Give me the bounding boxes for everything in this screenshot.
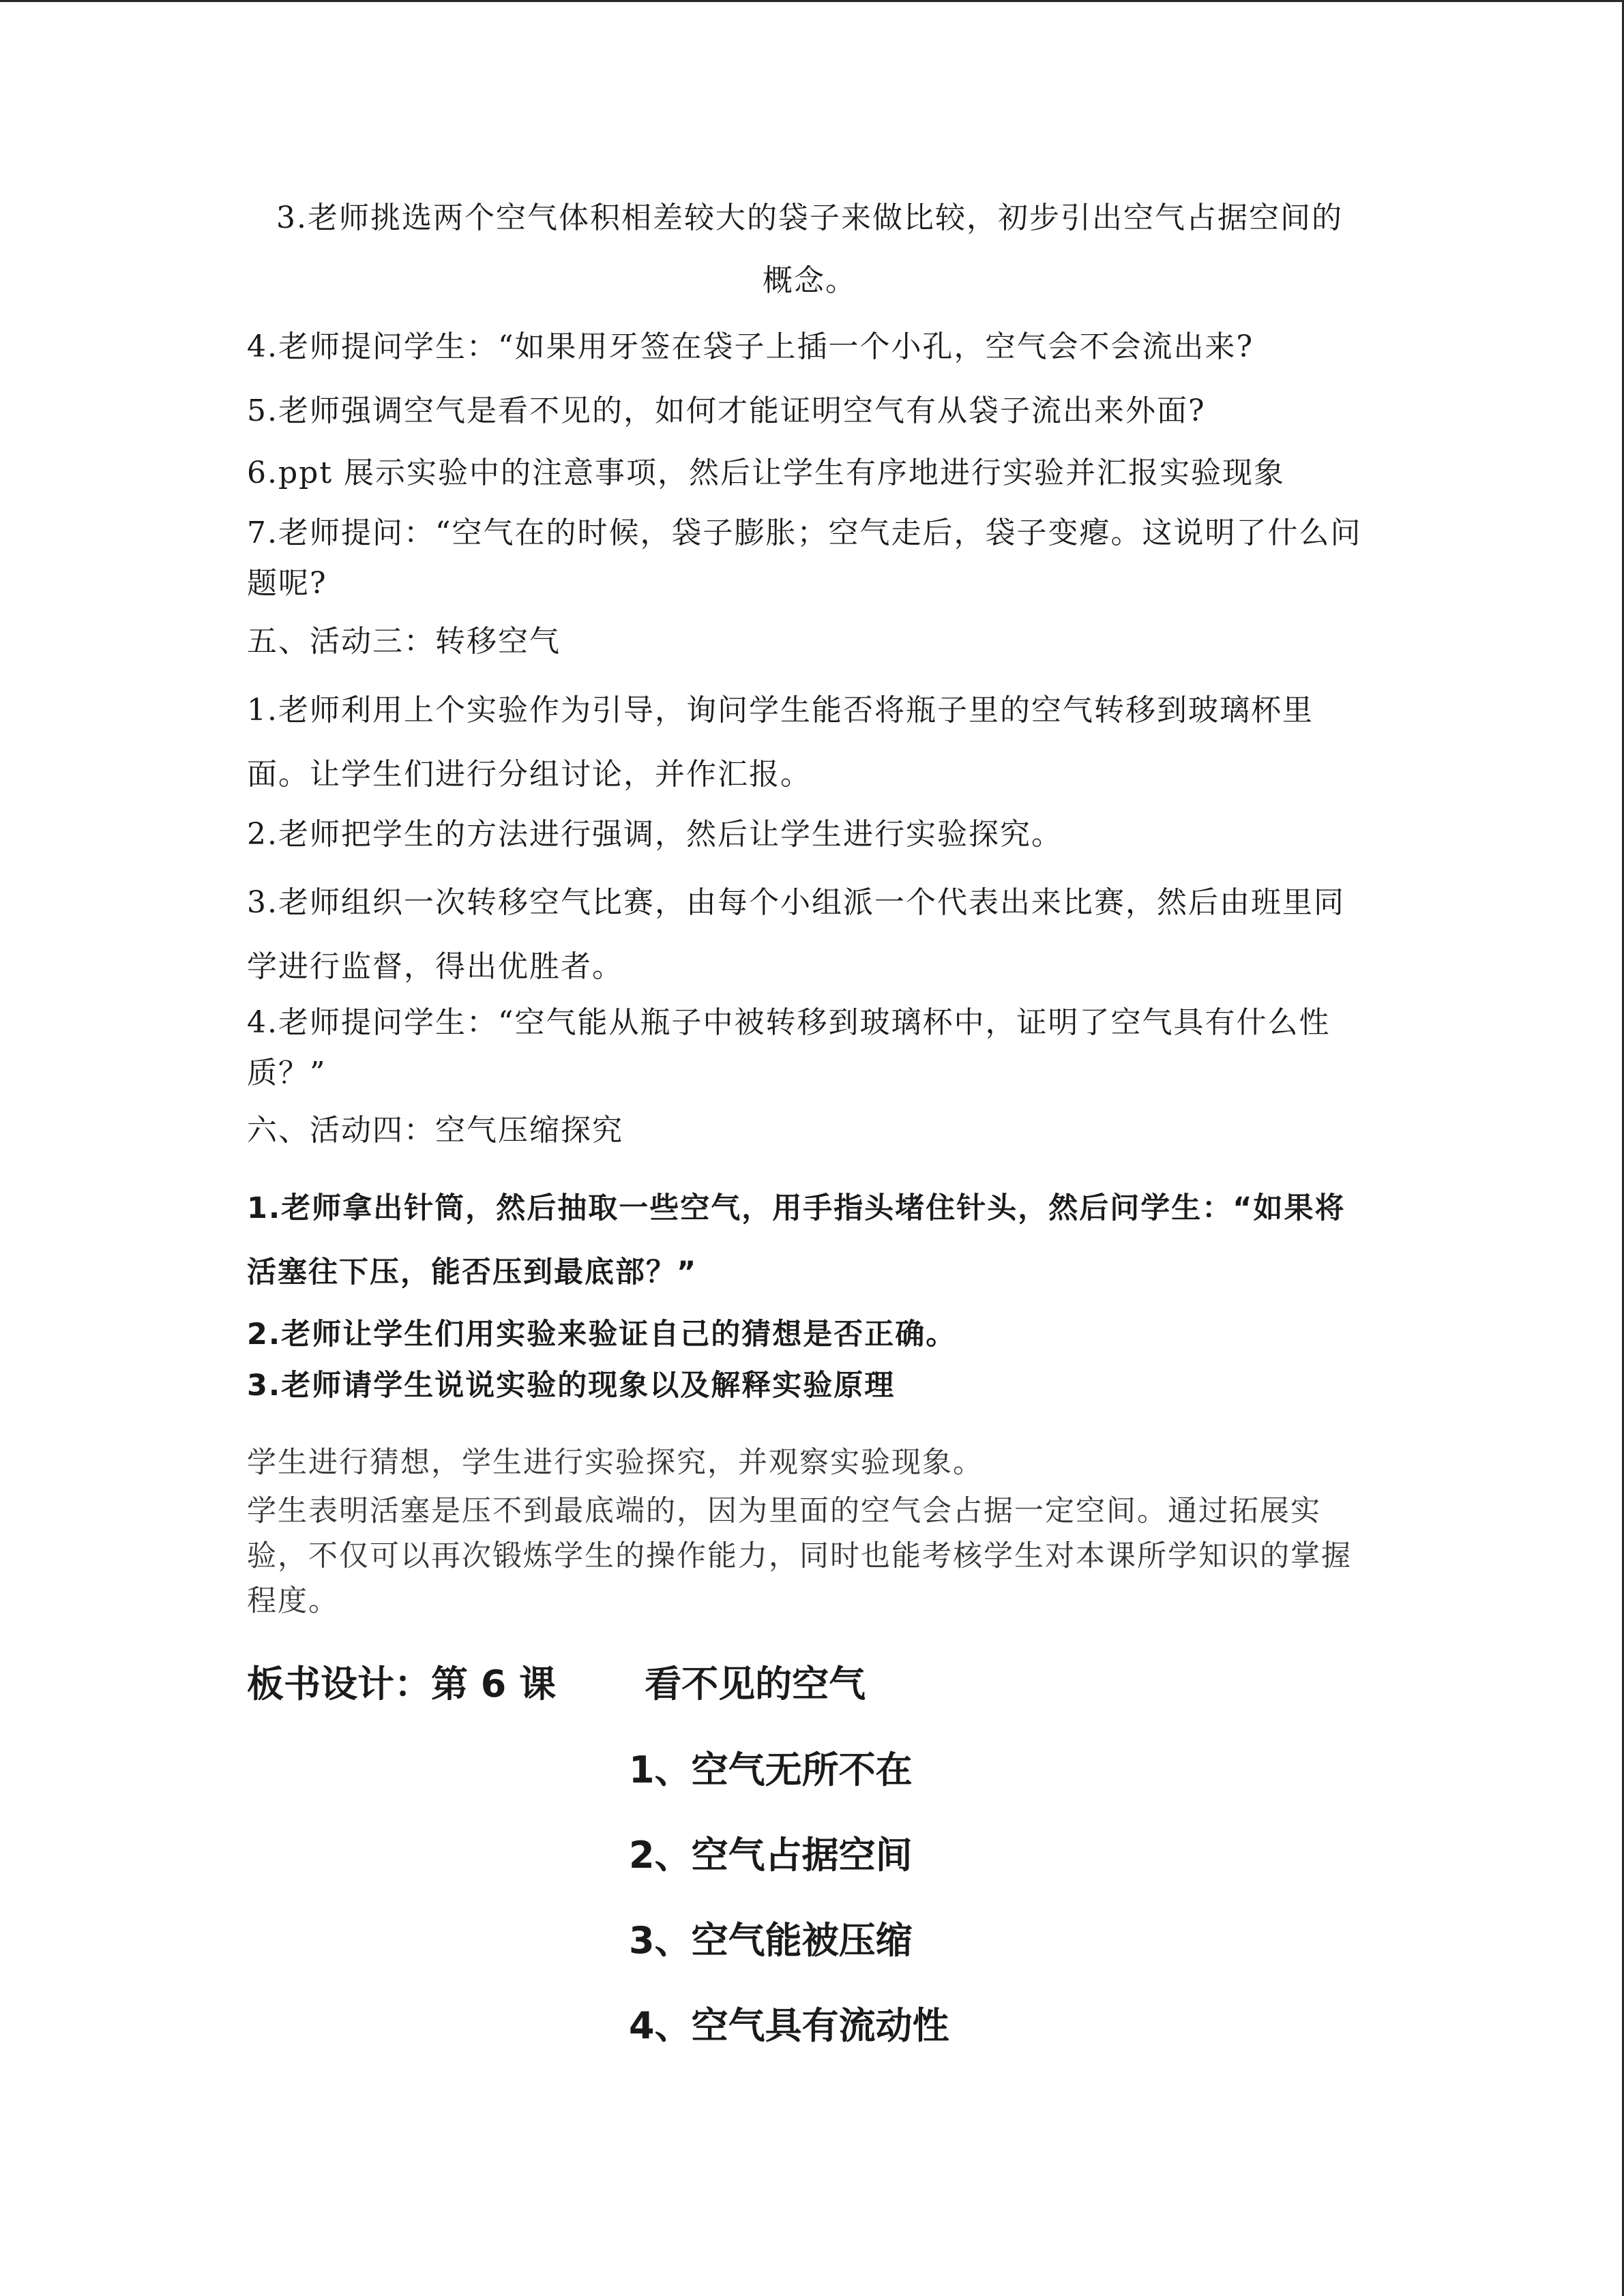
s5-item3: 3.老师组织一次转移空气比赛，由每个小组派一个代表出来比赛，然后由班里同学进行监督，得出优胜者。 [247,885,1345,984]
student-para2: 学生表明活塞是压不到最底端的，因为里面的空气会占据一定空间。通过拓展实验，不仅可以再次锻炼学生的操作能力，同时也能考核学生对本课所学知识的掌握程度。 [247,1494,1352,1618]
page-top-border [0,0,1624,2]
board-design-title [247,1657,866,1712]
board-label: 板书设计：第 6 课 [247,1663,557,1705]
board-item-4: 4、空气具有流动性 [629,2004,949,2047]
board-item-2: 2、空气占据空间 [629,1834,913,1877]
s4-item4: 4.老师提问学生：“如果用牙签在袋子上插一个小孔，空气会不会流出来? [247,329,1254,364]
board-item-1: 1、空气无所不在 [629,1748,913,1791]
s5-item1: 1.老师利用上个实验作为引导，询问学生能否将瓶子里的空气转移到玻璃杯里面。让学生们进行分组讨论，并作汇报。 [247,693,1314,792]
s5-item4: 4.老师提问学生：“空气能从瓶子中被转移到玻璃杯中，证明了空气具有什么性质？” [247,1005,1331,1090]
s4-item3-line2: 概念。 [763,263,857,298]
s6-heading: 六、活动四：空气压缩探究 [247,1113,623,1148]
board-item-3: 3、空气能被压缩 [629,1919,913,1962]
s5-heading: 五、活动三：转移空气 [247,624,561,659]
s6-item3: 3.老师请学生说说实验的现象以及解释实验原理 [247,1369,896,1403]
s6-item1: 1.老师拿出针筒，然后抽取一些空气，用手指头堵住针头，然后问学生：“如果将活塞往下压，能否压到最底部？” [247,1191,1346,1289]
student-para1: 学生进行猜想，学生进行实验探究，并观察实验现象。 [247,1446,984,1480]
board-lesson-title: 看不见的空气 [645,1663,866,1705]
s4-item6: 6.ppt 展示实验中的注意事项，然后让学生有序地进行实验并汇报实验现象 [247,456,1285,490]
s5-item2: 2.老师把学生的方法进行强调，然后让学生进行实验探究。 [247,817,1063,852]
s4-item5: 5.老师强调空气是看不见的，如何才能证明空气有从袋子流出来外面? [247,393,1206,428]
s4-item7: 7.老师提问：“空气在的时候，袋子膨胀；空气走后，袋子变瘪。这说明了什么问题呢? [247,516,1362,601]
s4-item3-line1: 3.老师挑选两个空气体积相差较大的袋子来做比较，初步引出空气占据空间的 [276,200,1343,235]
s6-item2: 2.老师让学生们用实验来验证自己的猜想是否正确。 [247,1317,957,1352]
